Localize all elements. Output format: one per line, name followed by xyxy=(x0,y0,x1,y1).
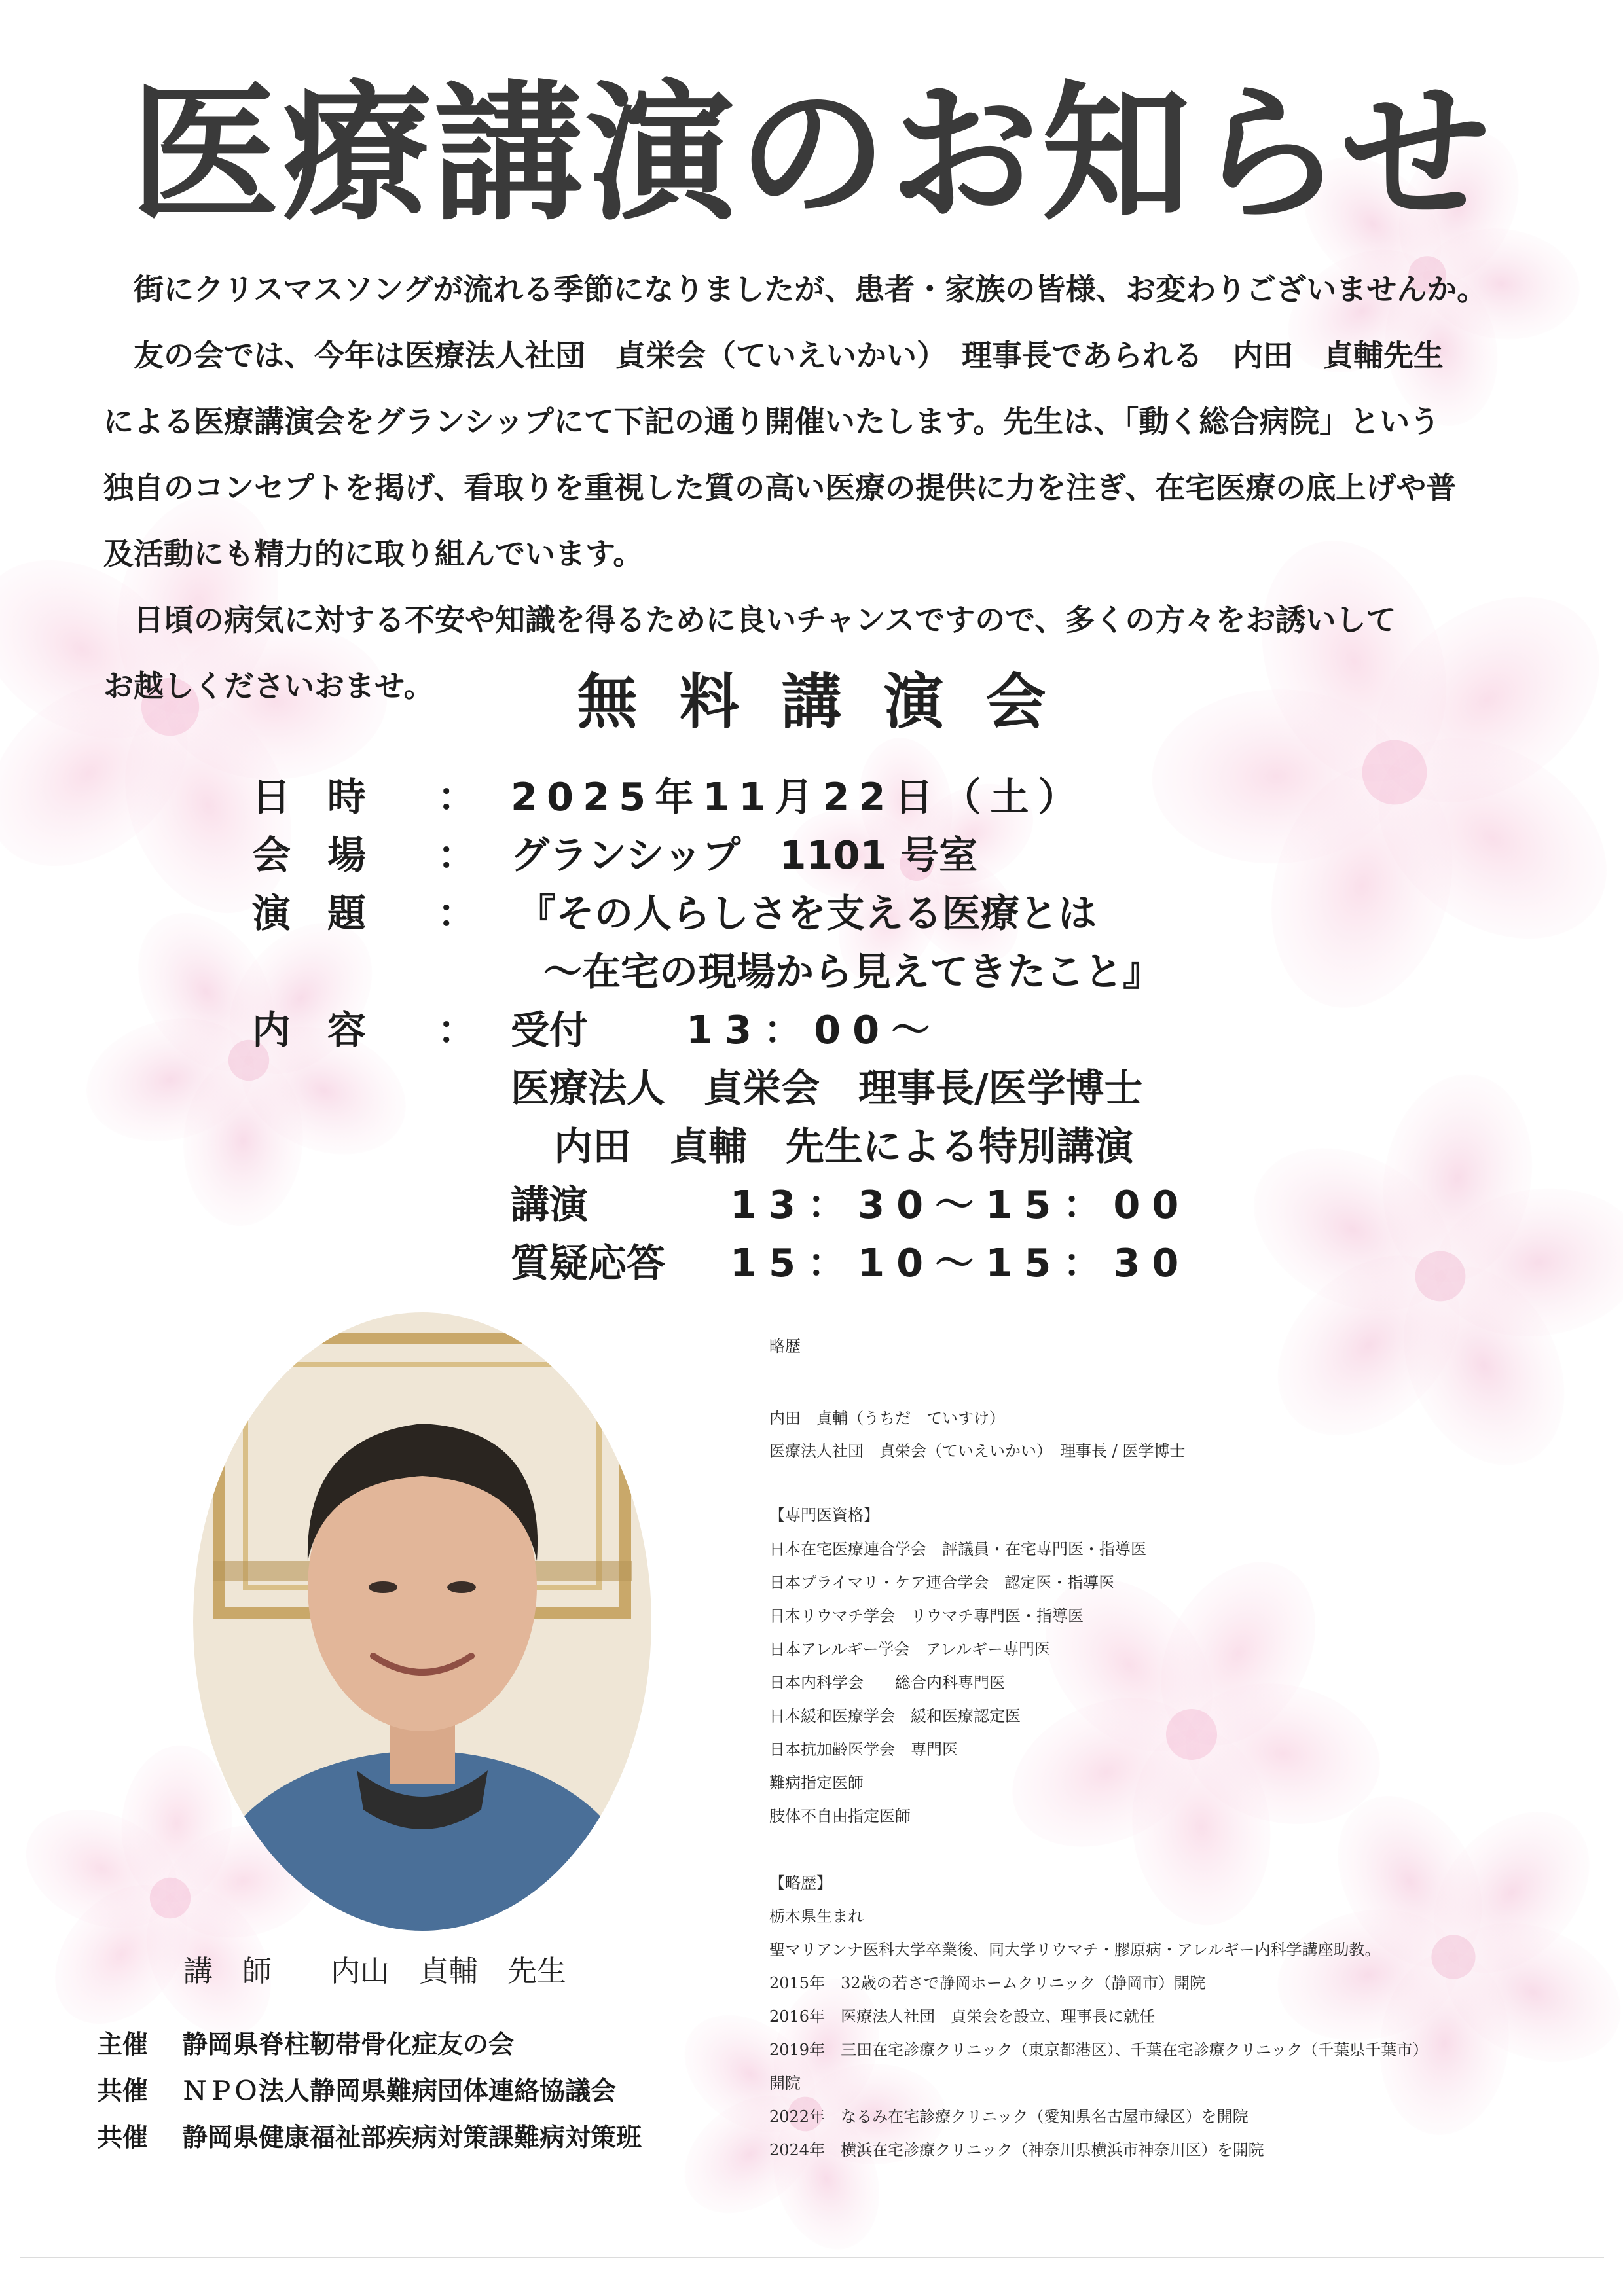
intro-line: 街にクリスマスソングが流れる季節になりましたが、患者・家族の皆様、お変わりございませんか。 xyxy=(103,272,1487,307)
colon: ： xyxy=(437,1007,477,1052)
page-title: 医療講演のお知らせ xyxy=(130,67,1493,241)
intro-line: 独自のコンセプトを掲げ、看取りを重視した質の高い医療の提供に力を注ぎ、在宅医療の底上げや普 xyxy=(103,470,1457,505)
colon: ： xyxy=(437,891,477,936)
venue-label: 会場 xyxy=(252,833,403,878)
qualification-item: 日本内科学会 総合内科専門医 xyxy=(769,1674,1005,1692)
career-item: 栃木県生まれ xyxy=(769,1907,864,1926)
venue-value: グランシップ 1101 号室 xyxy=(511,833,978,878)
qualification-item: 日本緩和医療学会 緩和医療認定医 xyxy=(769,1707,1021,1725)
colon: ： xyxy=(437,774,477,819)
career-item: 2019年 三田在宅診療クリニック（東京都港区）、千葉在宅診療クリニック（千葉県千葉市） xyxy=(769,2041,1429,2059)
lecture-label: 講演 xyxy=(511,1182,589,1227)
organizer-role: 主催 xyxy=(97,2030,149,2060)
speaker-photo xyxy=(193,1312,651,1931)
topic-line-1: 『その人らしさを支える医療とは xyxy=(517,891,1097,936)
qualification-item: 日本リウマチ学会 リウマチ専門医・指導医 xyxy=(769,1607,1084,1625)
career-item: 開院 xyxy=(769,2074,801,2092)
bio-name-line: 内田 貞輔（うちだ ていすけ） xyxy=(769,1409,1005,1427)
co-organizer-name: ＮＰＯ法人静岡県難病団体連絡協議会 xyxy=(182,2077,617,2106)
qa-time: 15：10～15：30 xyxy=(730,1240,1191,1285)
intro-line: 日頃の病気に対する不安や知識を得るために良いチャンスですので、多くの方々をお誘いして xyxy=(103,602,1396,637)
bio-heading: 略歴 xyxy=(769,1337,801,1355)
reception-time: 13：00～ xyxy=(686,1007,942,1052)
reception-label: 受付 xyxy=(511,1007,589,1052)
bio-position-line: 医療法人社団 貞栄会（ていえいかい） 理事長 / 医学博士 xyxy=(769,1442,1186,1460)
qualification-item: 難病指定医師 xyxy=(769,1774,864,1792)
colon: ： xyxy=(437,833,477,878)
special-lecture-line: 内田 貞輔 先生による特別講演 xyxy=(554,1124,1134,1169)
topic-line-2: ～在宅の現場から見えてきたこと』 xyxy=(543,949,1162,994)
career-item: 2024年 横浜在宅診療クリニック（神奈川県横浜市神奈川区）を開院 xyxy=(769,2141,1264,2159)
qualification-item: 日本抗加齢医学会 専門医 xyxy=(769,1740,958,1759)
organization-line: 医療法人 貞栄会 理事長/医学博士 xyxy=(511,1066,1143,1111)
organizer-name: 静岡県脊柱靭帯骨化症友の会 xyxy=(182,2030,515,2060)
qualifications-heading: 【専門医資格】 xyxy=(769,1506,879,1524)
date-label: 日時 xyxy=(252,774,403,819)
qualification-item: 肢体不自由指定医師 xyxy=(769,1807,911,1825)
lecture-time: 13：30～15：00 xyxy=(730,1182,1191,1227)
qa-label: 質疑応答 xyxy=(511,1240,666,1285)
intro-line: お越しくださいおませ。 xyxy=(103,668,434,704)
qualification-item: 日本アレルギー学会 アレルギー専門医 xyxy=(769,1640,1050,1659)
co-organizer-role: 共催 xyxy=(97,2077,149,2106)
career-item: 2015年 32歳の若さで静岡ホームクリニック（静岡市）開院 xyxy=(769,1974,1206,1992)
speaker-caption: 講 師 内山 貞輔 先生 xyxy=(183,1954,567,1988)
co-organizer-role: 共催 xyxy=(97,2123,149,2153)
career-item: 2016年 医療法人社団 貞栄会を設立、理事長に就任 xyxy=(769,2007,1156,2026)
topic-label: 演題 xyxy=(252,891,403,936)
career-heading: 【略歴】 xyxy=(769,1874,832,1892)
career-item: 2022年 なるみ在宅診療クリニック（愛知県名古屋市緑区）を開院 xyxy=(769,2108,1249,2126)
intro-line: による医療講演会をグランシップにて下記の通り開催いたします。先生は、「動く総合病院」という xyxy=(103,404,1440,439)
intro-text xyxy=(103,257,1531,719)
date-value: 2025年11月22日（土） xyxy=(511,774,1086,819)
lecture-heading: 無料講演会 xyxy=(577,667,1088,737)
qualification-item: 日本在宅医療連合学会 評議員・在宅専門医・指導医 xyxy=(769,1540,1146,1558)
intro-line: 友の会では、今年は医療法人社団 貞栄会（ていえいかい） 理事長であられる 内田 貞輔先生 xyxy=(103,338,1444,373)
divider xyxy=(20,2257,1604,2258)
content-label: 内容 xyxy=(252,1007,403,1052)
co-organizer-name: 静岡県健康福祉部疾病対策課難病対策班 xyxy=(182,2123,642,2153)
career-item: 聖マリアンナ医科大学卒業後、同大学リウマチ・膠原病・アレルギー内科学講座助教。 xyxy=(769,1941,1381,1959)
intro-line: 及活動にも精力的に取り組んでいます。 xyxy=(103,536,644,571)
qualification-item: 日本プライマリ・ケア連合学会 認定医・指導医 xyxy=(769,1573,1115,1592)
